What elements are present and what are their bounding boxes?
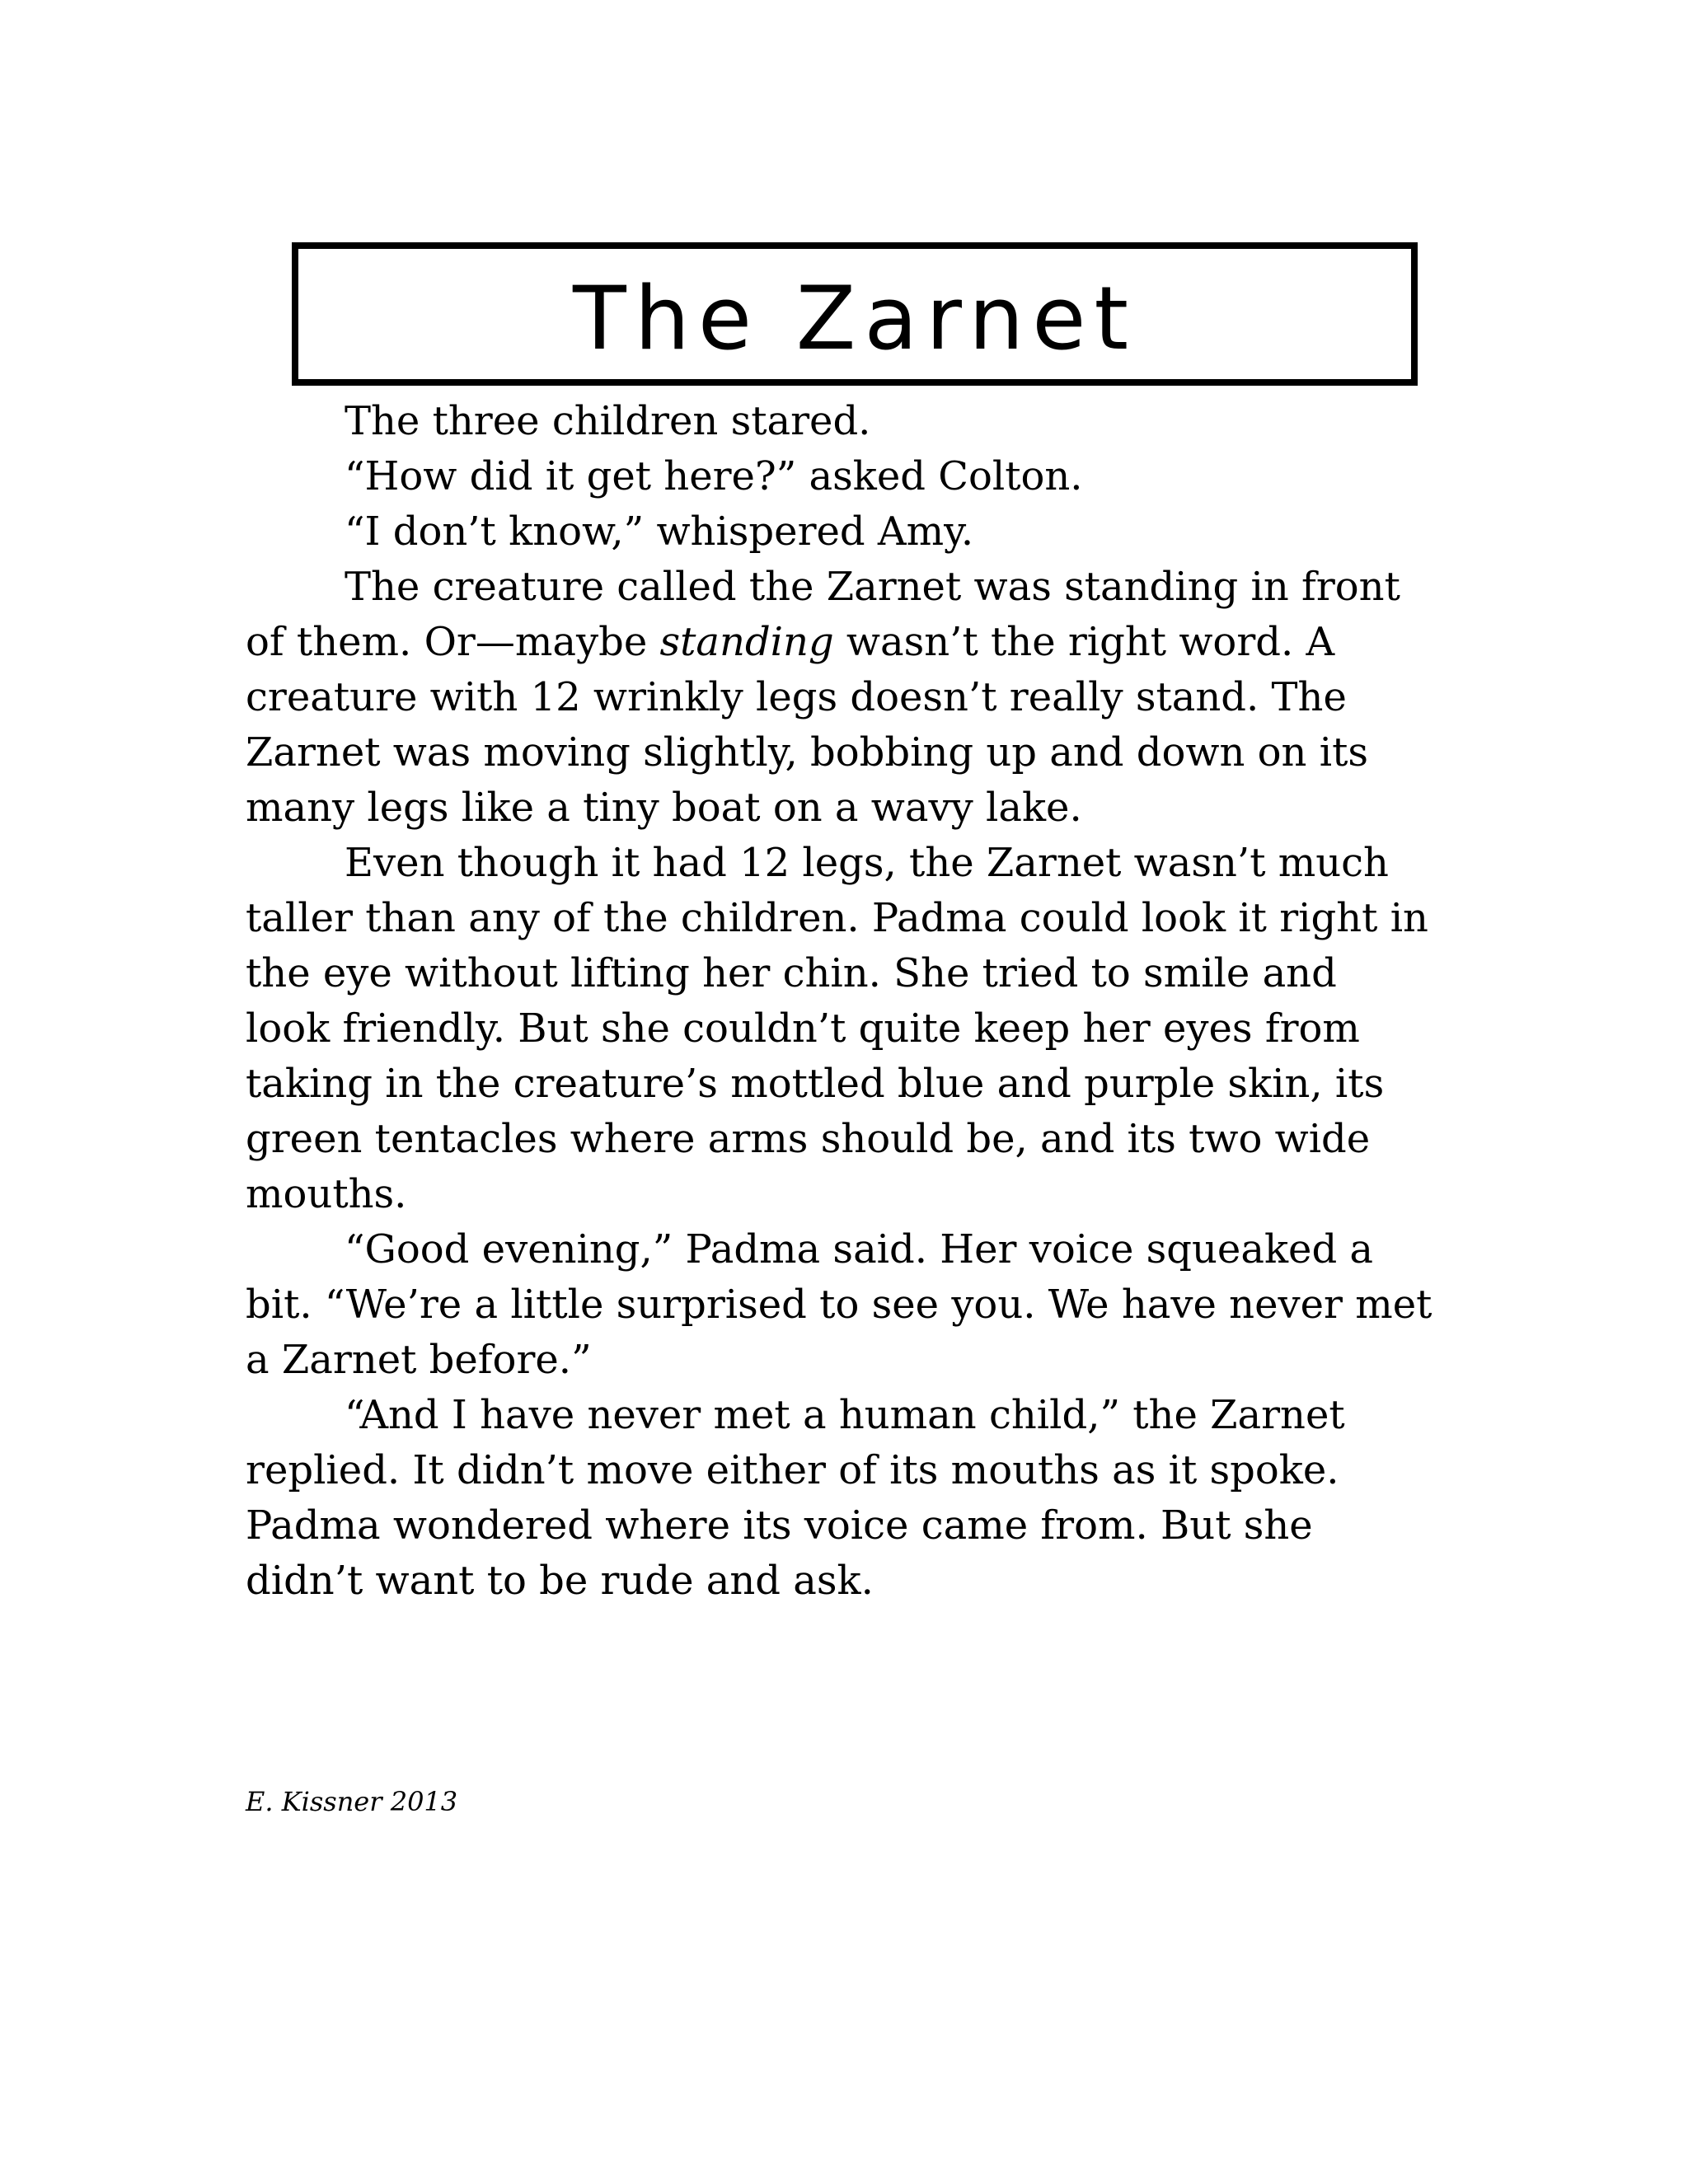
paragraph: “How did it get here?” asked Colton.	[345, 453, 1083, 499]
paragraph: “Good evening,” Padma said. Her voice squeaked a bit. “We’re a little surprised to see you. We have never met a Zarnet before.”	[246, 1226, 1432, 1383]
paragraph: “I don’t know,” whispered Amy.	[345, 509, 974, 555]
story-body	[246, 394, 1432, 1609]
paragraph-segment: wasn’t the right word. A creature with 12 wrinkly legs doesn’t really stand. The Zarnet was moving slightly, bobbing up and down on its many legs like a tiny boat on a wavy lake.	[246, 619, 1368, 831]
page-title: The Zarnet	[572, 268, 1137, 369]
paragraph-with-emphasis	[246, 560, 1432, 836]
paragraph: “And I have never met a human child,” the Zarnet replied. It didn’t move either of its mouths as it spoke. Padma wondered where its voice came from. But she didn’t want to be rude and ask.	[246, 1392, 1345, 1604]
author-credit: E. Kissner 2013	[246, 1786, 458, 1817]
paragraph-segment: The creature called the Zarnet was standing in front of them. Or—maybe	[246, 564, 1400, 665]
title-box	[292, 242, 1418, 386]
paragraph: The three children stared.	[345, 398, 871, 444]
emphasized-word: standing	[659, 619, 834, 665]
paragraph: Even though it had 12 legs, the Zarnet wasn’t much taller than any of the children. Padma could look it right in the eye without lifting her chin. She tried to smile and look friendly. But she couldn’t quite keep her eyes from taking in the creature’s mottled blue and purple skin, its green tentacles where arms should be, and its two wide mouths.	[246, 840, 1428, 1217]
